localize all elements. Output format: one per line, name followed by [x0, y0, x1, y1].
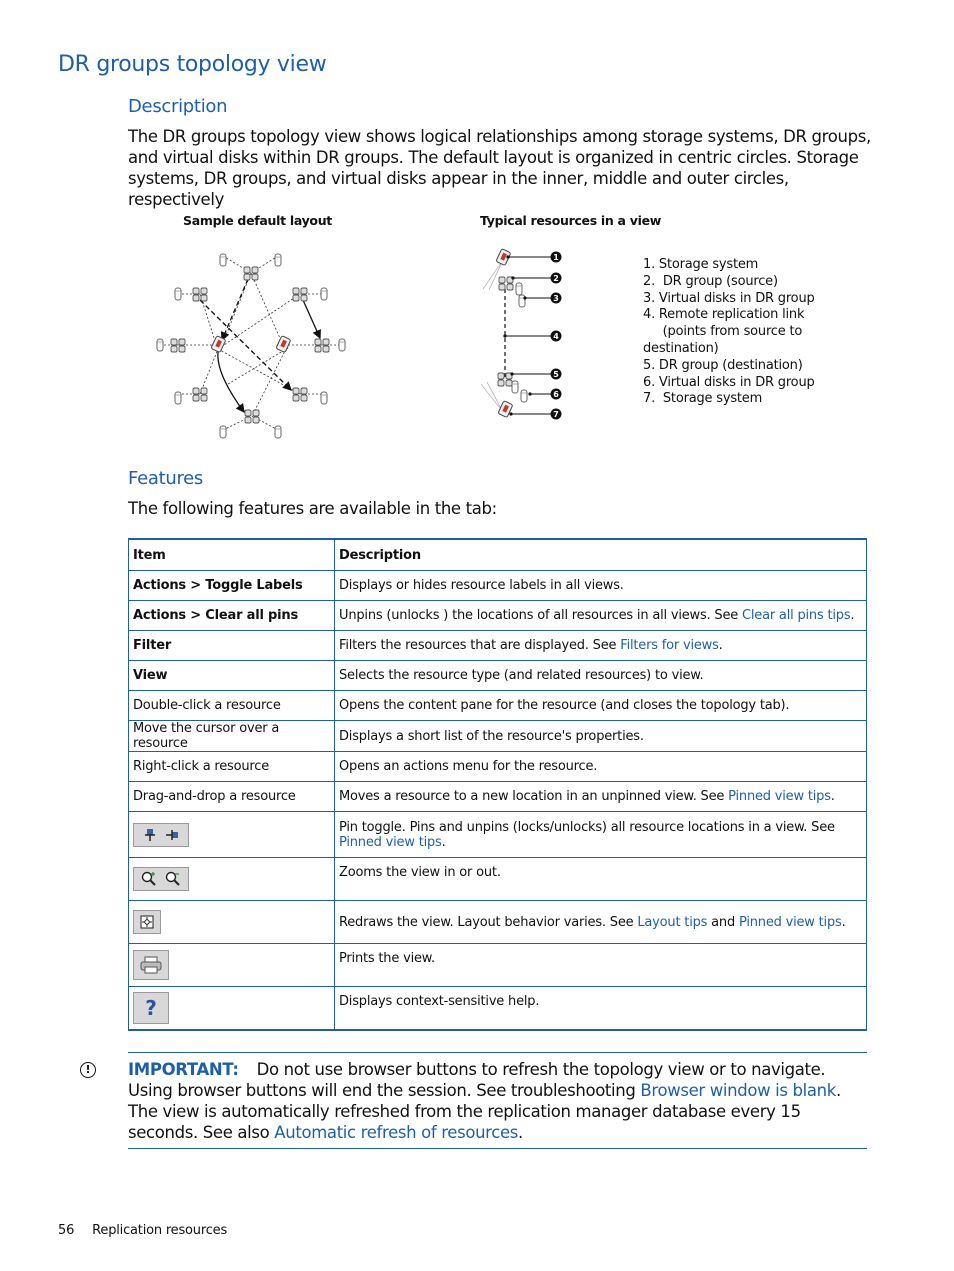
table-row — [129, 721, 867, 752]
legend-item: destination) — [643, 340, 719, 356]
zoom-out-icon — [165, 871, 181, 887]
table-row — [129, 782, 867, 812]
description-cell: Moves a resource to a new location in an unpinned view. See Pinned view tips. — [335, 782, 867, 812]
legend-item: 2. DR group (source) — [643, 273, 778, 289]
important-icon: ! — [80, 1062, 96, 1078]
features-intro: The following features are available in the tab: — [128, 499, 497, 518]
features-table — [128, 538, 867, 1031]
important-bottom-rule — [128, 1148, 867, 1149]
figure-caption-right: Typical resources in a view — [480, 213, 661, 228]
clear-all-pins-tips-link[interactable]: Clear all pins tips — [742, 608, 851, 623]
figure-caption-left: Sample default layout — [183, 213, 332, 228]
figure-legend — [643, 257, 815, 408]
table-row — [129, 601, 867, 631]
item-cell: Double-click a resource — [129, 691, 335, 721]
description-cell: Selects the resource type (and related resources) to view. — [335, 661, 867, 691]
description-cell: Displays context-sensitive help. — [335, 987, 867, 1030]
pinned-view-tips-link[interactable]: Pinned view tips — [738, 914, 842, 930]
typical-resources-diagram — [475, 244, 575, 429]
browser-window-blank-link[interactable]: Browser window is blank — [640, 1081, 836, 1100]
table-row — [129, 901, 867, 944]
item-cell: View — [129, 661, 335, 691]
pinned-view-tips-link[interactable]: Pinned view tips — [728, 789, 831, 804]
marker-7-label: 7 — [553, 410, 559, 419]
table-header-row — [129, 539, 867, 571]
sample-layout-diagram — [148, 244, 358, 444]
column-header-item: Item — [129, 539, 335, 571]
marker-3-label: 3 — [553, 294, 559, 303]
important-note: IMPORTANT: Do not use browser buttons to refresh the topology view or to navigate. Using browser buttons will end the session. See troubleshooting Browser window is blank. The view is automatically refreshed from the replication manager database every 15 seconds. See also Automatic refresh of resources. — [128, 1060, 841, 1142]
table-row — [129, 661, 867, 691]
pin-toggle-button[interactable] — [133, 823, 189, 847]
table-row — [129, 944, 867, 987]
marker-5-label: 5 — [553, 370, 559, 379]
description-cell: Opens the content pane for the resource (and closes the topology tab). — [335, 691, 867, 721]
description-cell: Displays a short list of the resource's properties. — [335, 721, 867, 752]
item-cell: Filter — [129, 631, 335, 661]
zoom-buttons[interactable] — [133, 867, 189, 891]
table-row — [129, 987, 867, 1030]
description-cell: Redraws the view. Layout behavior varies. See Layout tips and Pinned view tips. — [335, 901, 867, 944]
legend-item: 1. Storage system — [643, 257, 759, 272]
page-number: 56 — [58, 1223, 75, 1238]
legend-item: 4. Remote replication link — [643, 307, 805, 323]
description-paragraph: The DR groups topology view shows logical relationships among storage systems, DR groups, and virtual disks within DR groups. The default layout is organized in centric circles. Storage systems, DR groups, and virtual disks appear in the inner, middle and outer circles, respectively — [128, 127, 871, 209]
legend-item: (points from source to — [643, 324, 803, 340]
item-cell: Move the cursor over a resource — [129, 721, 335, 752]
item-cell — [129, 858, 335, 901]
print-button[interactable] — [133, 950, 169, 980]
item-cell: Actions > Toggle Labels — [129, 571, 335, 601]
legend-item: 5. DR group (destination) — [643, 357, 803, 373]
filters-for-views-link[interactable]: Filters for views — [620, 638, 719, 653]
marker-1-label: 1 — [553, 253, 559, 262]
footer-section: Replication resources — [92, 1223, 228, 1238]
redraw-icon — [139, 914, 155, 930]
item-cell — [129, 987, 335, 1030]
help-icon — [141, 997, 161, 1019]
description-cell: Displays or hides resource labels in all views. — [335, 571, 867, 601]
description-cell: Prints the view. — [335, 944, 867, 987]
page-title: DR groups topology view — [58, 52, 327, 77]
legend-item: 6. Virtual disks in DR group — [643, 374, 815, 390]
layout-tips-link[interactable]: Layout tips — [637, 914, 708, 930]
legend-item: 7. Storage system — [643, 391, 763, 407]
automatic-refresh-link[interactable]: Automatic refresh of resources — [274, 1123, 519, 1142]
features-heading: Features — [128, 468, 203, 489]
legend-item: 3. Virtual disks in DR group — [643, 290, 815, 306]
table-row — [129, 858, 867, 901]
description-cell: Pin toggle. Pins and unpins (locks/unlocks) all resource locations in a view. See Pinned view tips. — [335, 812, 867, 858]
description-cell: Zooms the view in or out. — [335, 858, 867, 901]
table-row — [129, 691, 867, 721]
table-row — [129, 812, 867, 858]
item-cell: Actions > Clear all pins — [129, 601, 335, 631]
zoom-in-icon — [141, 871, 157, 887]
table-row — [129, 571, 867, 601]
column-header-description: Description — [335, 539, 867, 571]
important-top-rule — [128, 1052, 867, 1053]
description-heading: Description — [128, 96, 228, 117]
item-cell — [129, 812, 335, 858]
item-cell — [129, 901, 335, 944]
page-footer — [58, 1223, 227, 1238]
marker-4-label: 4 — [553, 332, 559, 341]
item-cell: Drag-and-drop a resource — [129, 782, 335, 812]
item-cell — [129, 944, 335, 987]
marker-2-label: 2 — [553, 274, 559, 283]
description-cell: Opens an actions menu for the resource. — [335, 752, 867, 782]
marker-6-label: 6 — [553, 390, 559, 399]
description-cell: Unpins (unlocks ) the locations of all resources in all views. See Clear all pins tips. — [335, 601, 867, 631]
svg-text:?: ? — [145, 996, 157, 1019]
important-label: IMPORTANT: — [128, 1060, 239, 1079]
pinned-view-tips-link[interactable]: Pinned view tips — [339, 834, 442, 850]
help-button[interactable] — [133, 992, 169, 1024]
description-cell: Filters the resources that are displayed. See Filters for views. — [335, 631, 867, 661]
pin-icon — [143, 828, 157, 842]
print-icon — [140, 956, 162, 974]
redraw-button[interactable] — [133, 910, 161, 934]
table-row — [129, 752, 867, 782]
unpin-icon — [165, 828, 179, 842]
table-row — [129, 631, 867, 661]
item-cell: Right-click a resource — [129, 752, 335, 782]
